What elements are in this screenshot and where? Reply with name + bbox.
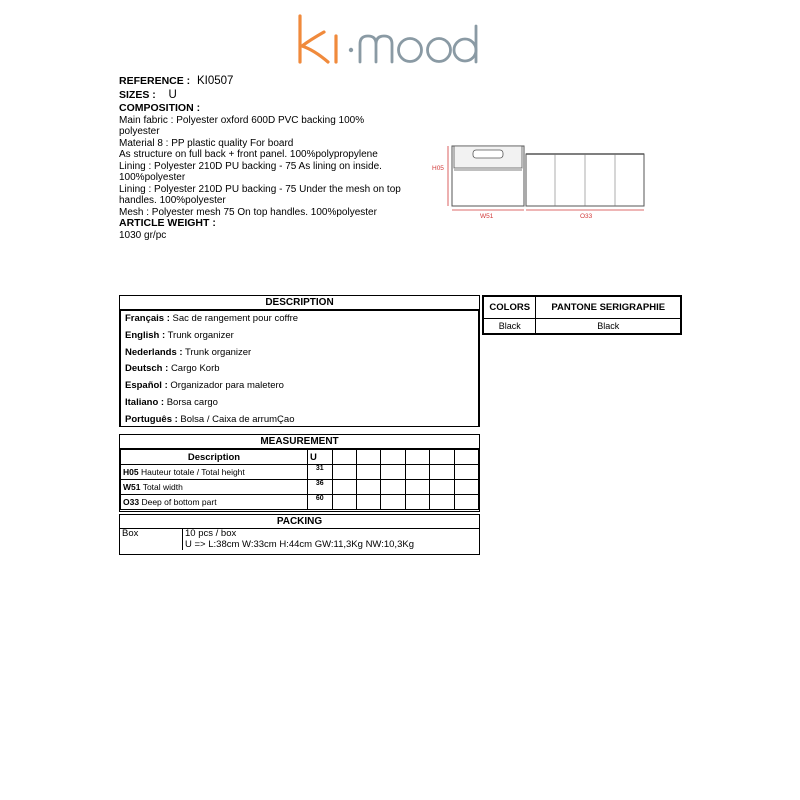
table-row bbox=[120, 529, 479, 550]
composition-line: Main fabric : Polyester oxford 600D PVC backing 100% bbox=[119, 114, 365, 126]
composition-line: Lining : Polyester 210D PU backing - 75 As lining on inside. bbox=[119, 160, 382, 172]
table-row bbox=[121, 465, 479, 480]
language-label: Français : bbox=[125, 313, 170, 324]
sizes-value: U bbox=[168, 88, 177, 101]
language-label: Português : bbox=[125, 413, 178, 425]
measurement-header-row bbox=[121, 450, 479, 465]
packing-line: U => L:38cm W:33cm H:44cm GW:11,3Kg NW:10,3Kg bbox=[185, 538, 414, 550]
reference-label: REFERENCE : bbox=[119, 75, 191, 87]
description-header: Description bbox=[121, 450, 308, 465]
description-table bbox=[119, 295, 480, 427]
composition-line: 100%polyester bbox=[119, 172, 186, 183]
language-label: English : bbox=[125, 329, 166, 341]
table-row bbox=[121, 480, 479, 495]
packing-title: PACKING bbox=[120, 515, 479, 529]
language-label: Nederlands : bbox=[125, 346, 183, 358]
composition-line: Material 8 : PP plastic quality For board bbox=[119, 137, 294, 149]
description-row bbox=[121, 361, 478, 378]
translation-text: Trunk organizer bbox=[167, 329, 234, 341]
translation-text: Organizador para maletero bbox=[170, 380, 284, 392]
composition-text bbox=[119, 115, 419, 219]
packing-table bbox=[119, 514, 480, 555]
sizes-label: SIZES : bbox=[119, 88, 156, 101]
product-info bbox=[119, 76, 419, 241]
measure-value: 36 bbox=[307, 480, 332, 495]
measure-label: Hauteur totale / Total height bbox=[140, 467, 245, 477]
description-title: DESCRIPTION bbox=[120, 296, 479, 310]
weight-label: ARTICLE WEIGHT : bbox=[119, 217, 216, 229]
composition-line: handles. 100%polyester bbox=[119, 195, 226, 206]
measure-code: W51 bbox=[123, 482, 141, 492]
measurement-table bbox=[119, 434, 480, 512]
description-row bbox=[121, 378, 478, 395]
trunk-organizer-sketch bbox=[430, 140, 650, 220]
pantone-value: Black bbox=[536, 319, 681, 334]
measure-label: Deep of bottom part bbox=[141, 497, 217, 507]
translation-text: Trunk organizer bbox=[185, 346, 252, 358]
color-value: Black bbox=[484, 319, 536, 334]
colors-table bbox=[482, 295, 682, 335]
description-body bbox=[120, 310, 479, 427]
packing-line: 10 pcs / box bbox=[185, 528, 237, 539]
colors-header: COLORS bbox=[484, 297, 536, 319]
pantone-header: PANTONE SERIGRAPHIE bbox=[536, 297, 681, 319]
language-label: Español : bbox=[125, 380, 168, 392]
brand-logo bbox=[294, 6, 484, 68]
weight-value: 1030 gr/pc bbox=[119, 229, 167, 241]
w51-dimension-label: W51 bbox=[480, 213, 494, 220]
translation-text: Bolsa / Caixa de arrumÇao bbox=[180, 413, 295, 425]
packing-details bbox=[183, 529, 480, 550]
description-row bbox=[121, 395, 478, 412]
language-label: Italiano : bbox=[125, 396, 165, 408]
product-drawing bbox=[430, 140, 650, 220]
kimood-logo-graphic bbox=[294, 6, 484, 68]
description-row bbox=[121, 328, 478, 345]
measure-code: O33 bbox=[123, 497, 140, 507]
composition-line: Mesh : Polyester mesh 75 On top handles. 100%polyester bbox=[119, 206, 377, 218]
o33-dimension-label: O33 bbox=[580, 213, 593, 220]
description-row bbox=[121, 311, 478, 328]
sizes-row bbox=[119, 90, 419, 102]
measurement-title: MEASUREMENT bbox=[120, 435, 479, 449]
translation-text: Borsa cargo bbox=[166, 396, 218, 408]
measure-value: 31 bbox=[307, 465, 332, 480]
reference-row bbox=[119, 76, 419, 88]
composition-line: Lining : Polyester 210D PU backing - 75 Under the mesh on top bbox=[119, 183, 401, 195]
h05-dimension-label: H05 bbox=[432, 165, 444, 172]
translation-text: Cargo Korb bbox=[170, 363, 220, 375]
measure-value: 60 bbox=[307, 495, 332, 510]
table-row bbox=[484, 319, 681, 334]
description-row bbox=[121, 345, 478, 362]
measure-label: Total width bbox=[142, 482, 183, 492]
composition-label: COMPOSITION : bbox=[119, 102, 201, 114]
size-header: U bbox=[307, 450, 332, 465]
composition-line: polyester bbox=[119, 126, 160, 137]
composition-line: As structure on full back + front panel. 100%polypropylene bbox=[119, 149, 378, 160]
reference-value: KI0507 bbox=[196, 75, 234, 87]
table-row bbox=[121, 495, 479, 510]
packing-label: Box bbox=[120, 529, 183, 550]
measure-code: H05 bbox=[123, 467, 139, 477]
description-row bbox=[121, 412, 478, 429]
language-label: Deutsch : bbox=[125, 363, 169, 375]
translation-text: Sac de rangement pour coffre bbox=[172, 313, 299, 324]
